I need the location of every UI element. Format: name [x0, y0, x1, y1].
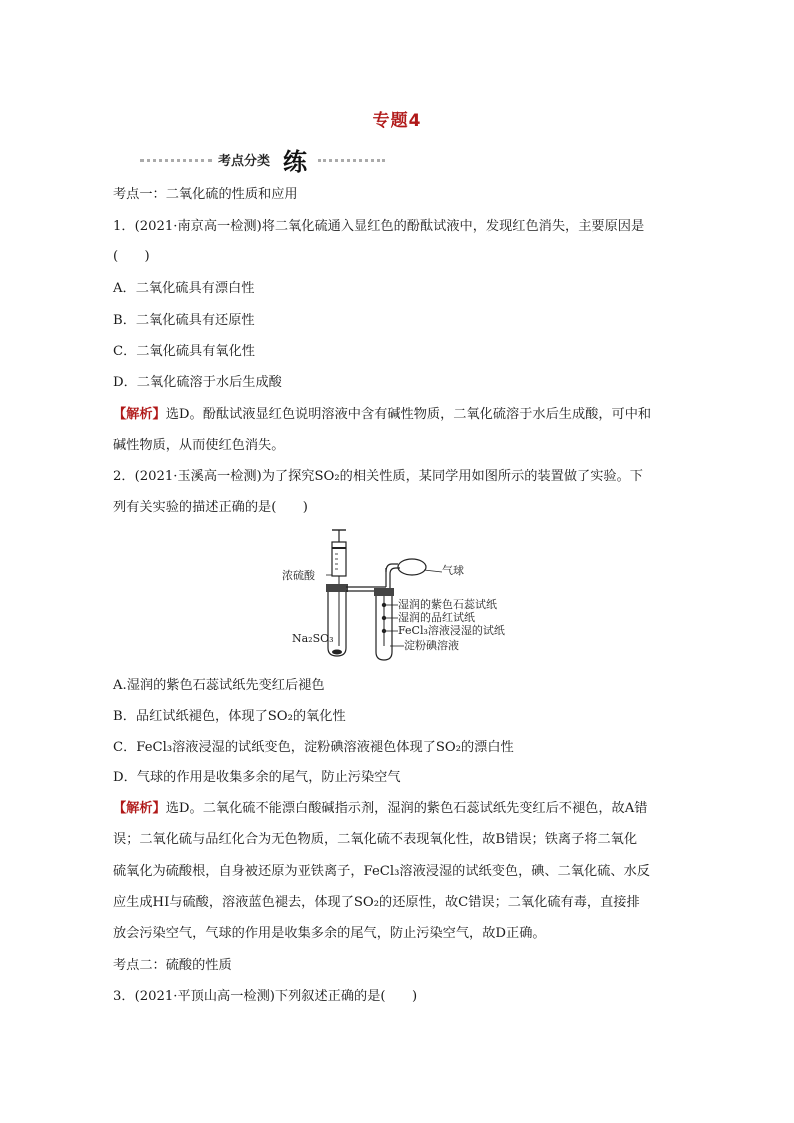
label-conc-sulfuric-acid: 浓硫酸 [282, 569, 315, 582]
q2-option-a: A.湿润的紫色石蕊试纸先变红后褪色 [113, 678, 325, 693]
q1-explanation-line1 [113, 406, 658, 424]
label-starch-iodine: 淀粉碘溶液 [404, 639, 459, 652]
apparatus-figure [280, 528, 530, 662]
section-heading-2: 考点二：硫酸的性质 [113, 958, 232, 973]
label-litmus-paper: 湿润的紫色石蕊试纸 [398, 598, 497, 611]
label-sodium-sulfite: Na₂SO₃ [292, 632, 334, 645]
q1-stem-line2: ( ) [113, 249, 150, 264]
q2-stem-line1: 2．(2021·玉溪高一检测)为了探究SO₂的相关性质，某同学用如图所示的装置做了实验。下 [113, 469, 643, 484]
page-title: 专题4 [372, 111, 422, 131]
label-balloon: 气球 [442, 564, 464, 577]
q1-option-c: C．二氧化硫具有氧化性 [113, 344, 255, 359]
left-stopper [326, 584, 348, 592]
balloon-shape [398, 559, 426, 575]
q2-explanation-line5: 放会污染空气，气球的作用是收集多余的尾气，防止污染空气，故D正确。 [113, 926, 546, 941]
q2-stem-line2: 列有关实验的描述正确的是( ) [113, 500, 308, 515]
label-fecl3-paper: FeCl₃溶液浸湿的试纸 [398, 624, 505, 637]
q1-option-d: D．二氧化硫溶于水后生成酸 [113, 375, 282, 390]
section-heading-1: 考点一：二氧化硫的性质和应用 [113, 187, 298, 202]
q2-explanation-line2: 误；二氧化硫与品红化合为无色物质，二氧化硫不表现氧化性，故B错误；铁离子将二氧化 [113, 832, 637, 847]
q2-explanation-line4: 应生成HI与硫酸，溶液蓝色褪去，体现了SO₂的还原性，故C错误；二氧化硫有毒，直接排 [113, 895, 640, 910]
q2-explanation-text: 选D。二氧化硫不能漂白酸碱指示剂，湿润的紫色石蕊试纸先变红后不褪色，故A错 [165, 801, 648, 816]
section-banner [140, 146, 385, 176]
q2-explanation-line3: 硫氧化为硫酸根，自身被还原为亚铁离子，FeCl₃溶液浸湿的试纸变色，碘、二氧化硫、水反 [113, 864, 650, 879]
q1-stem-line1: 1．(2021·南京高一检测)将二氧化硫通入显红色的酚酞试液中，发现红色消失，主要原因是 [113, 219, 645, 234]
q2-option-b: B．品红试纸褪色，体现了SO₂的氧化性 [113, 709, 346, 724]
q2-explanation-line1 [113, 800, 658, 818]
right-stopper [374, 588, 394, 596]
q1-explanation-text: 选D。酚酞试液显红色说明溶液中含有碱性物质，二氧化硫溶于水后生成酸，可中和 [165, 407, 652, 422]
q1-option-a: A．二氧化硫具有漂白性 [113, 281, 255, 296]
banner-big-char: 练 [283, 147, 307, 176]
q1-explanation-tag: 【解析】 [113, 407, 166, 422]
q2-explanation-tag: 【解析】 [113, 801, 166, 816]
q3-stem-line1: 3．(2021·平顶山高一检测)下列叙述正确的是( ) [113, 989, 418, 1004]
q2-option-d: D．气球的作用是收集多余的尾气，防止污染空气 [113, 770, 401, 785]
label-magenta-paper: 湿润的品红试纸 [398, 611, 475, 624]
q1-option-b: B．二氧化硫具有还原性 [113, 313, 255, 328]
banner-dotted-left [140, 159, 212, 162]
banner-dotted-right [318, 159, 385, 162]
q2-option-c: C．FeCl₃溶液浸湿的试纸变色，淀粉碘溶液褪色体现了SO₂的漂白性 [113, 740, 514, 755]
q1-explanation-line2: 碱性物质，从而使红色消失。 [113, 438, 285, 453]
banner-label: 考点分类 [218, 154, 271, 169]
